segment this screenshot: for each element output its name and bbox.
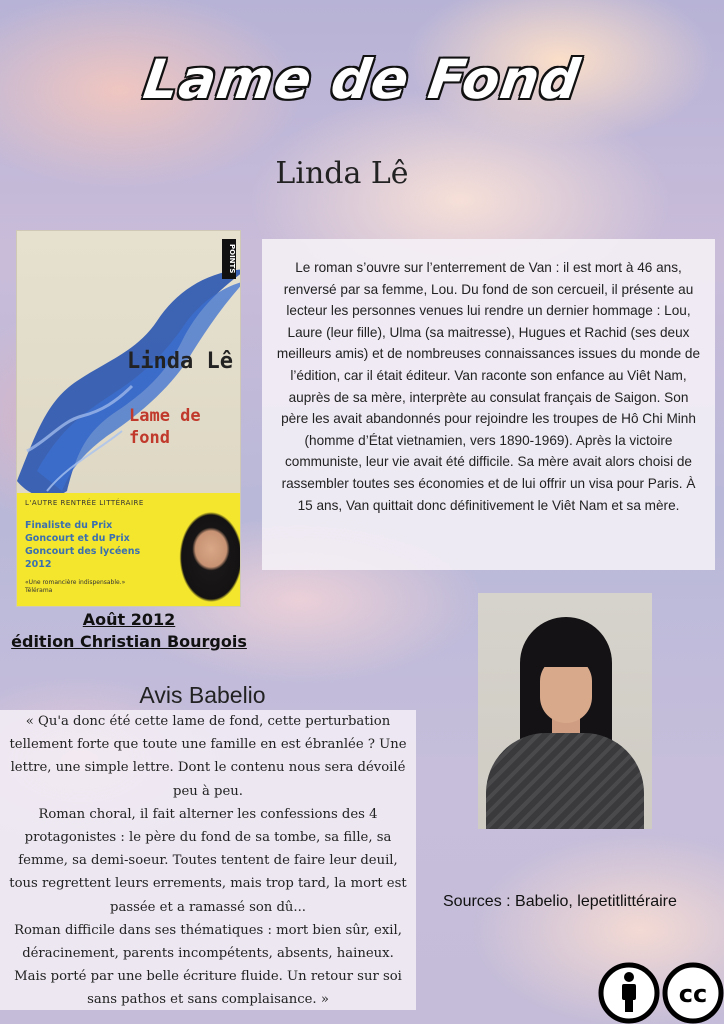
- book-cover: [16, 230, 241, 607]
- cover-title: Lame de fond: [129, 406, 201, 448]
- publication-info: [0, 609, 258, 653]
- review-paragraph: « Qu'a donc été cette lame de fond, cette perturbation tellement forte que toute une famille en est ébranlée ? Une lettre, une simple lettre. Dont le contenu nous sera dévoilé peu à peu.: [9, 714, 407, 799]
- review-paragraph: Roman difficile dans ses thématiques : mort bien sûr, exil, déracinement, parents incompétents, absents, haineux. Mais porté par une belle écriture fluide. Un retour sur soi sans pathos et sans complaisance. »: [14, 922, 402, 1008]
- publication-date: Août 2012: [82, 610, 176, 629]
- avis-title: Avis Babelio: [139, 682, 266, 708]
- cc-icon: [665, 965, 721, 1021]
- publisher-logo: POINTS: [222, 239, 236, 279]
- cover-band-heading: L'AUTRE RENTRÉE LITTÉRAIRE: [25, 499, 144, 507]
- photo-body: [486, 733, 644, 829]
- review-paragraph: Roman choral, il fait alterner les confessions des 4 protagonistes : le père du fond de sa tombe, sa fille, sa femme, sa demi-soeur. Toutes tentent de faire leur deuil, tous regrettent leurs errements, mais trop tard, la mort est passée et a ramassé son dû...: [9, 806, 407, 915]
- cover-author-photo: [167, 501, 241, 607]
- wave-illustration: [16, 251, 241, 511]
- license-icons: [598, 962, 724, 1024]
- cover-band-text: Finaliste du Prix Goncourt et du Prix Goncourt des lycéens 2012: [25, 520, 141, 570]
- author-name: Linda Lê: [275, 156, 409, 191]
- cc-icon-text: cc: [678, 980, 708, 1008]
- cover-author: Linda Lê: [127, 349, 233, 374]
- author-photo: [478, 593, 652, 829]
- cover-band-quote: «Une romancière indispensable.» Télérama: [25, 579, 126, 594]
- summary-text: Le roman s’ouvre sur l’enterrement de Van : il est mort à 46 ans, renversé par sa femme, Lou. Du fond de son cercueil, il présente au lecteur les personnes venues lui rendre un dernier hommage : Lou, Laure (leur fille), Ulma (sa maitresse), Hugues et Rachid (ses deux meilleurs amis) et de nombreuses connaissances issues du monde de l’édition, car il était éditeur. Van raconte son enfance au Viêt Nam, auprès de sa mère, interprète au consulat français de Saigon. Son père les avait abandonnés pour rejoindre les troupes de Hô Chi Minh (homme d’État vietnamien, vers 1890-1969). Après la victoire communiste, leur vie avait été difficile. Sa mère avait alors choisi de rassembler toutes ses économies et de lui offrir un visa pour Paris. À 15 ans, Van quittait donc définitivement le Viêt Nam et sa mère.: [262, 239, 715, 570]
- publication-edition: édition Christian Bourgois: [11, 632, 247, 651]
- page-title: Lame de Fond: [139, 48, 585, 111]
- attribution-icon: [601, 965, 657, 1021]
- sources-text: Sources : Babelio, lepetitlittéraire: [443, 893, 677, 910]
- review-box: [0, 710, 416, 1010]
